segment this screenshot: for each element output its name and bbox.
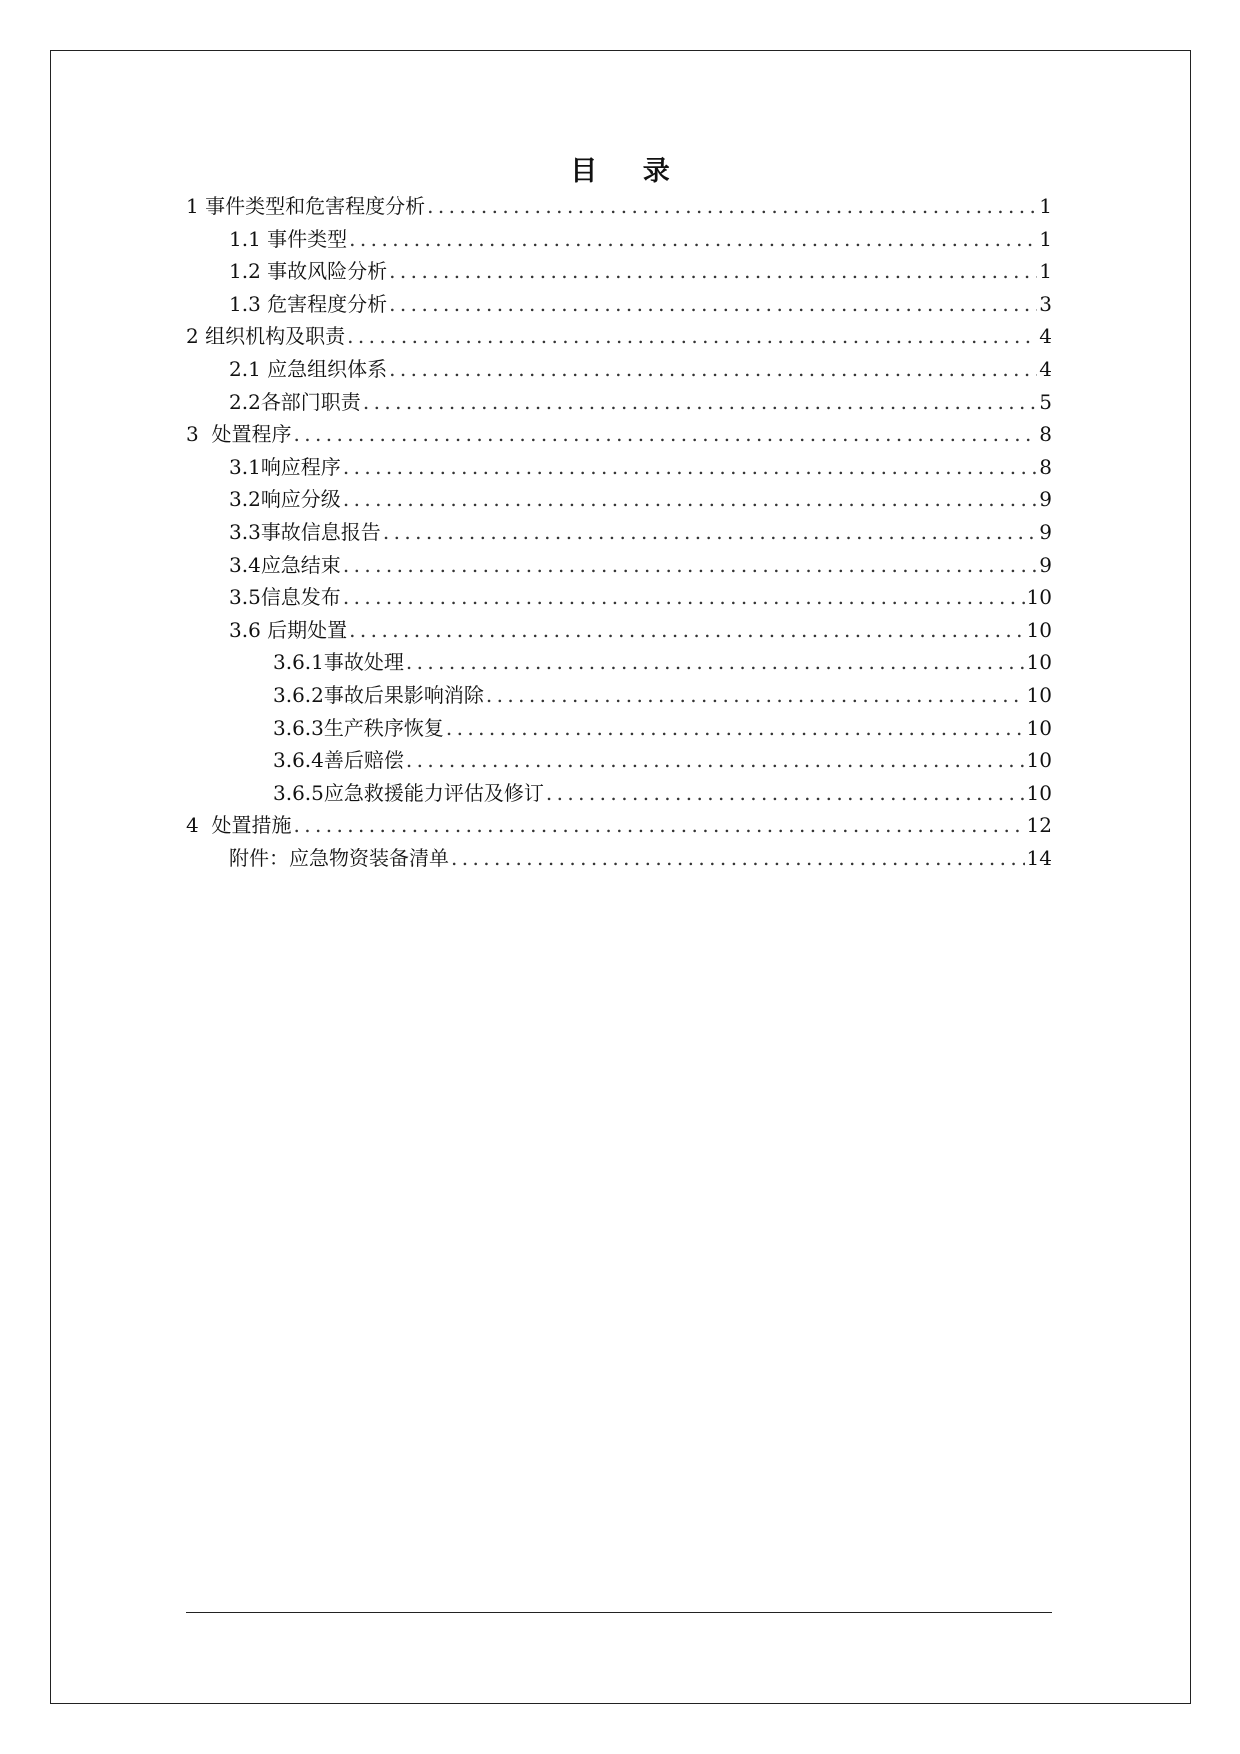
toc-dot-leader <box>389 353 1037 386</box>
toc-entry-title: 应急组织体系 <box>267 356 388 381</box>
toc-entry-page-number: 3 <box>1039 291 1052 316</box>
toc-entry-number: 2 <box>186 324 206 349</box>
toc-entry[interactable] <box>186 255 1052 288</box>
toc-entry-page-number: 1 <box>1039 259 1052 284</box>
toc-entry-title: 事件类型 <box>267 226 348 251</box>
toc-entry-page-number: 10 <box>1026 748 1052 773</box>
toc-entry-page-number: 1 <box>1039 226 1052 251</box>
toc-entry-number: 4 <box>186 813 212 838</box>
toc-entry-page-number: 1 <box>1039 194 1052 218</box>
toc-entry-page-number: 10 <box>1026 617 1052 642</box>
toc-entry[interactable] <box>186 288 1052 321</box>
toc-entry[interactable] <box>186 353 1052 386</box>
toc-entry-title: 应急结束 <box>260 552 341 577</box>
toc-entry-page-number: 10 <box>1026 585 1052 610</box>
toc-dot-leader <box>349 614 1024 647</box>
toc-entry-title: 事故信息报告 <box>260 519 381 544</box>
toc-entry-page-number: 12 <box>1026 813 1052 838</box>
toc-dot-leader <box>546 777 1025 810</box>
toc-entry-title: 信息发布 <box>260 585 341 610</box>
toc-dot-leader <box>389 288 1037 321</box>
toc-dot-leader <box>446 712 1025 745</box>
footer-rule <box>186 1612 1052 1613</box>
toc-entry[interactable] <box>186 483 1052 516</box>
toc-dot-leader <box>349 223 1037 256</box>
toc-entry-page-number: 9 <box>1039 552 1052 577</box>
toc-dot-leader <box>343 549 1037 582</box>
toc-entry-title: 各部门职责 <box>260 389 361 414</box>
toc-dot-leader <box>486 679 1025 712</box>
toc-entry-number: 3.6.1 <box>273 650 324 675</box>
toc-entry-number: 3 <box>186 422 212 447</box>
table-of-contents <box>186 190 1052 874</box>
toc-dot-leader <box>406 744 1025 777</box>
toc-entry-title: 处置程序 <box>211 422 292 447</box>
toc-entry-title: 生产秩序恢复 <box>323 715 444 740</box>
toc-dot-leader <box>389 255 1037 288</box>
toc-entry-title: 事故后果影响消除 <box>323 682 484 707</box>
toc-entry-number: 3.6.4 <box>273 748 324 773</box>
toc-entry-page-number: 8 <box>1039 422 1052 447</box>
toc-entry[interactable] <box>186 386 1052 419</box>
toc-dot-leader <box>427 190 1037 223</box>
toc-entry[interactable] <box>186 646 1052 679</box>
toc-dot-leader <box>343 581 1025 614</box>
toc-entry-title: 事件类型和危害程度分析 <box>205 194 426 218</box>
toc-entry-title: 附件：应急物资装备清单 <box>229 845 449 870</box>
toc-dot-leader <box>293 809 1024 842</box>
toc-entry-page-number: 10 <box>1026 715 1052 740</box>
toc-dot-leader <box>363 386 1037 419</box>
toc-entry[interactable] <box>186 744 1052 777</box>
toc-entry-number: 1.2 <box>229 259 268 284</box>
toc-entry-number: 3.6 <box>229 617 268 642</box>
toc-entry[interactable] <box>186 549 1052 582</box>
toc-entry[interactable] <box>186 777 1052 810</box>
toc-entry-number: 3.3 <box>229 519 261 544</box>
toc-dot-leader <box>406 646 1025 679</box>
toc-entry-title: 后期处置 <box>267 617 348 642</box>
toc-entry-title: 应急救援能力评估及修订 <box>323 780 544 805</box>
toc-entry[interactable] <box>186 712 1052 745</box>
toc-dot-leader <box>293 418 1037 451</box>
toc-entry[interactable] <box>186 581 1052 614</box>
toc-entry-number: 3.1 <box>229 454 261 479</box>
toc-entry-number: 3.4 <box>229 552 261 577</box>
toc-entry-title: 处置措施 <box>211 813 292 838</box>
toc-entry[interactable] <box>186 451 1052 484</box>
toc-entry-title: 响应分级 <box>260 487 341 512</box>
toc-entry-title: 善后赔偿 <box>323 748 404 773</box>
toc-entry-title: 事故处理 <box>323 650 404 675</box>
toc-dot-leader <box>383 516 1037 549</box>
toc-entry-number: 3.6.5 <box>273 780 324 805</box>
toc-entry[interactable] <box>186 516 1052 549</box>
toc-entry-page-number: 5 <box>1039 389 1052 414</box>
toc-entry-title: 事故风险分析 <box>267 259 388 284</box>
toc-entry[interactable] <box>186 842 1052 875</box>
toc-dot-leader <box>347 320 1037 353</box>
toc-entry-number: 1 <box>186 194 206 218</box>
toc-entry-title: 响应程序 <box>260 454 341 479</box>
toc-entry[interactable] <box>186 809 1052 842</box>
toc-entry[interactable] <box>186 418 1052 451</box>
toc-entry-number: 3.2 <box>229 487 261 512</box>
toc-entry-page-number: 4 <box>1039 324 1052 349</box>
toc-entry-number: 2.2 <box>229 389 261 414</box>
toc-entry-number: 1.1 <box>229 226 268 251</box>
toc-entry-number: 3.5 <box>229 585 261 610</box>
toc-entry-page-number: 8 <box>1039 454 1052 479</box>
toc-entry-title: 危害程度分析 <box>267 291 388 316</box>
toc-entry-page-number: 10 <box>1026 682 1052 707</box>
toc-dot-leader <box>343 483 1037 516</box>
toc-dot-leader <box>343 451 1037 484</box>
toc-entry-number: 2.1 <box>229 356 268 381</box>
toc-entry[interactable] <box>186 614 1052 647</box>
toc-entry[interactable] <box>186 223 1052 256</box>
toc-dot-leader <box>451 842 1025 875</box>
toc-entry-number: 1.3 <box>229 291 268 316</box>
toc-title: 目 录 <box>570 156 688 187</box>
toc-entry[interactable] <box>186 190 1052 223</box>
toc-entry-page-number: 10 <box>1026 780 1052 805</box>
toc-entry-number: 3.6.2 <box>273 682 324 707</box>
toc-entry-page-number: 9 <box>1039 519 1052 544</box>
toc-entry-number: 3.6.3 <box>273 715 324 740</box>
toc-entry-page-number: 10 <box>1026 650 1052 675</box>
toc-entry-title: 组织机构及职责 <box>205 324 346 349</box>
toc-entry[interactable] <box>186 320 1052 353</box>
toc-entry-page-number: 9 <box>1039 487 1052 512</box>
toc-entry[interactable] <box>186 679 1052 712</box>
toc-entry-page-number: 4 <box>1039 356 1052 381</box>
toc-entry-page-number: 14 <box>1026 845 1052 870</box>
